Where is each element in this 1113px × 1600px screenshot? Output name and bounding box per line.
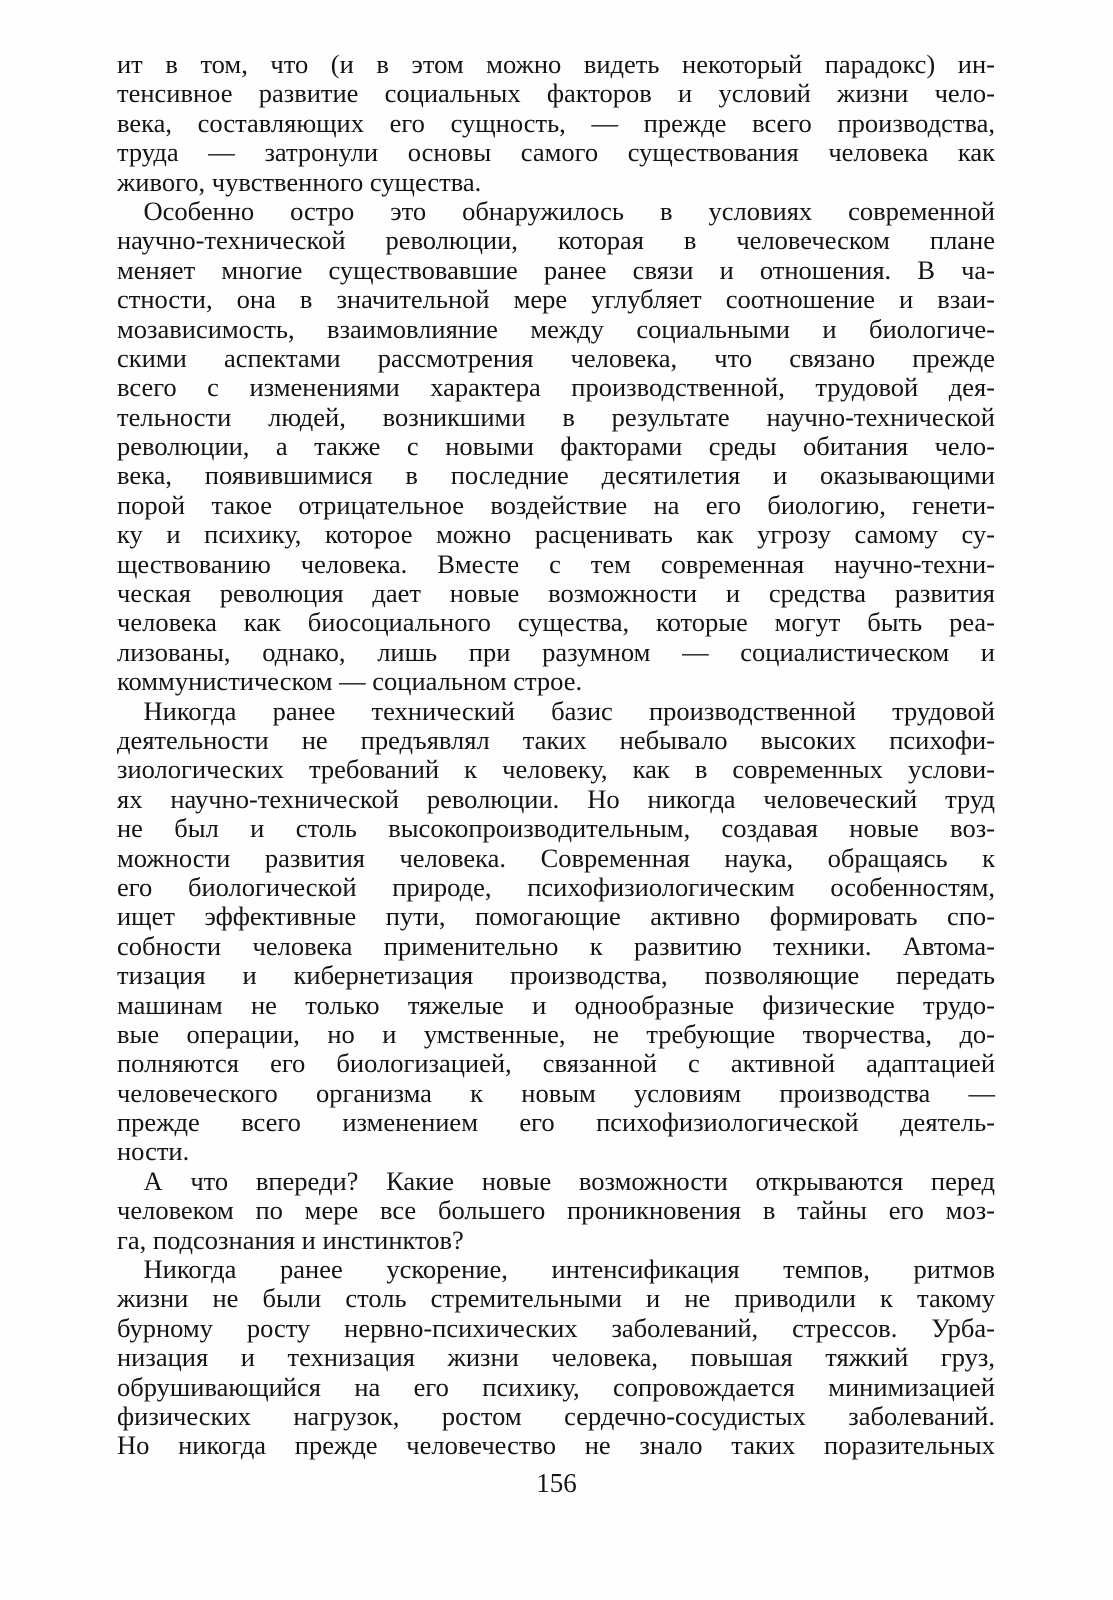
text-line: меняет многие существовавшие ранее связи и отношения. В ча- (117, 254, 995, 285)
page-number: 156 (536, 1468, 577, 1498)
text-line: не был и столь высокопроизводительным, создавая новые воз- (117, 813, 995, 844)
text-line: зиологических требований к человеку, как в современных услови- (117, 754, 995, 785)
text-line: всего с изменениями характера производственной, трудовой дея- (117, 372, 995, 403)
paragraph-3 (117, 697, 995, 1167)
text-line: человеческого организма к новым условиям производства — (117, 1077, 995, 1108)
text-line: Особенно остро это обнаружилось в условиях современной (117, 195, 995, 226)
text-line: А что впереди? Какие новые возможности открываются перед (117, 1165, 995, 1196)
text-line: его биологической природе, психофизиологическим особенностям, (117, 871, 995, 902)
text-line: прежде всего изменением его психофизиологической деятель- (117, 1107, 995, 1138)
body-text (117, 50, 995, 1461)
text-line: машинам не только тяжелые и однообразные физические трудо- (117, 989, 995, 1020)
text-line: тенсивное развитие социальных факторов и условий жизни чело- (117, 78, 995, 109)
text-line: труда — затронули основы самого существования человека как (117, 137, 995, 168)
text-line: Никогда ранее ускорение, интенсификация темпов, ритмов (117, 1254, 995, 1285)
text-line: научно-технической революции, которая в человеческом плане (117, 225, 995, 256)
text-line: га, подсознания и инстинктов? (117, 1224, 464, 1255)
text-line: ит в том, что (и в этом можно видеть некоторый парадокс) ин- (117, 49, 995, 79)
text-line: тизация и кибернетизация производства, позволяющие передать (117, 960, 995, 991)
text-line: деятельности не предъявлял таких небывало высоких психофи- (117, 724, 995, 755)
text-line: Никогда ранее технический базис производственной трудовой (117, 695, 995, 726)
text-line: ности. (117, 1136, 190, 1167)
text-line: тельности людей, возникшими в результате научно-технической (117, 401, 995, 432)
text-line: бурному росту нервно-психических заболеваний, стрессов. Урба- (117, 1312, 995, 1343)
text-line: человеком по мере все большего проникновения в тайны его моз- (117, 1195, 995, 1226)
text-line: ищет эффективные пути, помогающие активно формировать спо- (117, 901, 995, 932)
text-line: ществованию человека. Вместе с тем современная научно-техни- (117, 548, 995, 579)
text-line: вые операции, но и умственные, не требующие творчества, до- (117, 1018, 995, 1049)
paragraph-2 (117, 197, 995, 697)
text-line: революции, а также с новыми факторами среды обитания чело- (117, 431, 995, 462)
text-line: лизованы, однако, лишь при разумном — социалистическом и (117, 636, 995, 667)
text-line: коммунистическом — социальном строе. (117, 666, 583, 697)
text-line: века, составляющих его сущность, — прежде всего производства, (117, 107, 995, 138)
text-line: ку и психику, которое можно расценивать как угрозу самому су- (117, 519, 995, 550)
paragraph-4 (117, 1167, 995, 1255)
paragraph-5 (117, 1255, 995, 1461)
text-line: стности, она в значительной мере углубляет соотношение и взаи- (117, 284, 995, 315)
text-line: можности развития человека. Современная наука, обращаясь к (117, 842, 995, 873)
text-line: физических нагрузок, ростом сердечно-сосудистых заболеваний. (117, 1400, 995, 1431)
text-line: порой такое отрицательное воздействие на его биологию, генети- (117, 489, 995, 520)
text-line: ческая революция дает новые возможности и средства развития (117, 578, 995, 609)
text-line: ях научно-технической революции. Но никогда человеческий труд (117, 783, 995, 814)
text-line: мозависимость, взаимовлияние между социальными и биологиче- (117, 313, 995, 344)
text-line: Но никогда прежде человечество не знало таких поразительных (117, 1430, 995, 1461)
text-line: жизни не были столь стремительными и не приводили к такому (117, 1283, 995, 1314)
text-line: скими аспектами рассмотрения человека, что связано прежде (117, 342, 995, 373)
paragraph-1 (117, 50, 995, 197)
text-line: живого, чувственного существа. (117, 166, 482, 197)
text-line: полняются его биологизацией, связанной с активной адаптацией (117, 1048, 995, 1079)
text-line: века, появившимися в последние десятилетия и оказывающими (117, 460, 995, 491)
text-line: собности человека применительно к развитию техники. Автома- (117, 930, 995, 961)
text-line: низация и технизация жизни человека, повышая тяжкий груз, (117, 1342, 995, 1373)
text-line: обрушивающийся на его психику, сопровождается минимизацией (117, 1371, 995, 1402)
text-line: человека как биосоциального существа, которые могут быть реа- (117, 607, 995, 638)
